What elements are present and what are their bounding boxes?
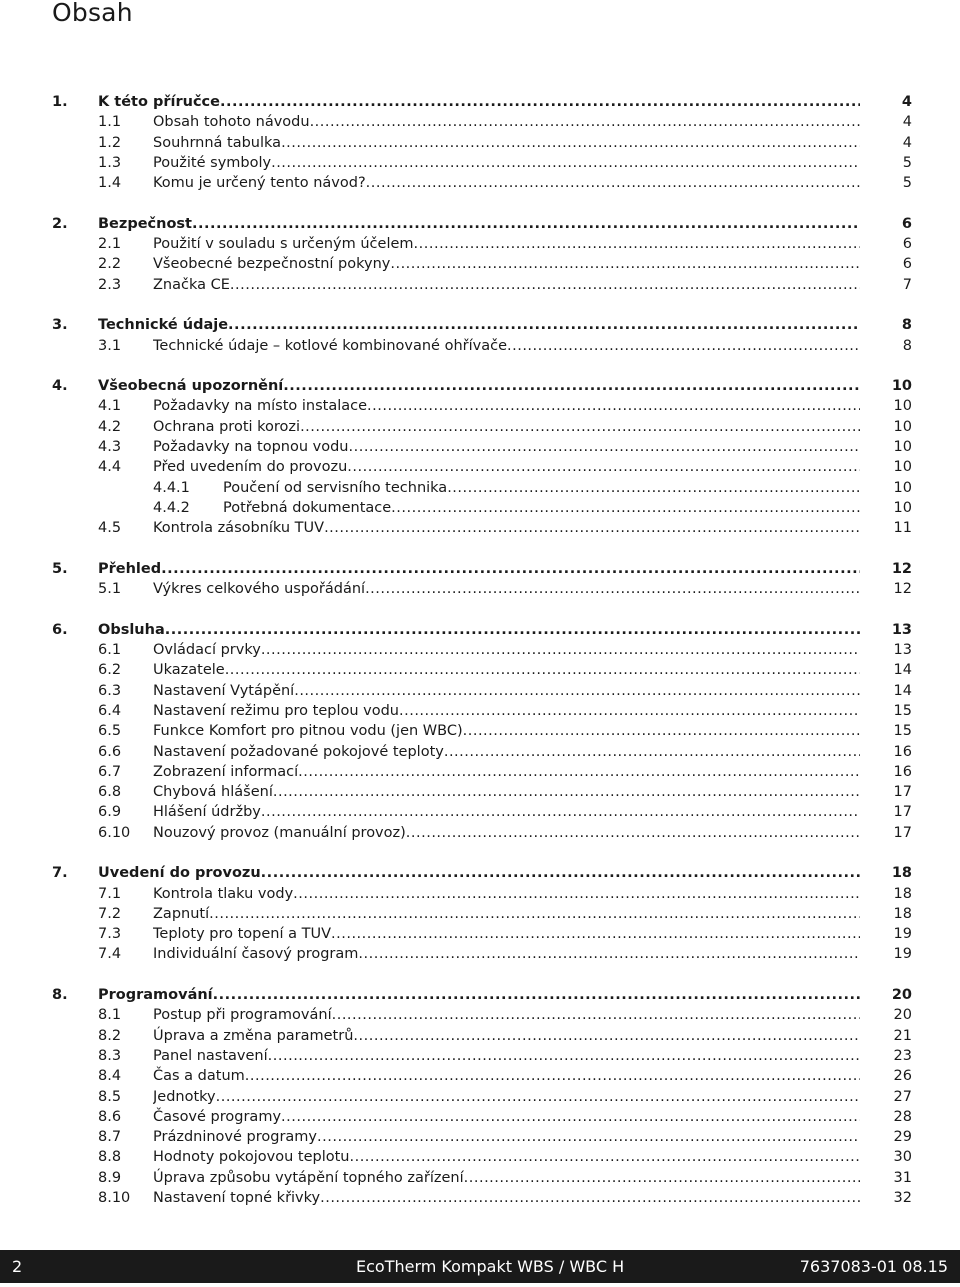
toc-entry <box>52 417 912 437</box>
toc-entry-title: Úprava způsobu vytápění topného zařízení <box>153 1169 464 1186</box>
toc-entry <box>52 478 912 498</box>
toc-entry <box>52 640 912 660</box>
toc-entry-page: 12 <box>891 560 912 577</box>
toc-entry-title: Nastavení topné křivky <box>153 1190 321 1207</box>
toc-entry <box>52 1087 912 1107</box>
toc-entry-title: Ovládací prvky <box>153 642 261 659</box>
toc-entry <box>52 904 912 924</box>
toc-entry-page: 21 <box>893 1027 912 1044</box>
toc-entry <box>52 173 912 193</box>
toc-entry <box>52 924 912 944</box>
toc-entry <box>52 1147 912 1167</box>
toc-entry-number: 8.5 <box>98 1088 122 1105</box>
toc-entry-title: Nastavení režimu pro teplou vodu <box>153 702 399 719</box>
toc-entry-number: 8.6 <box>98 1108 122 1125</box>
toc-entry-number: 8.8 <box>98 1149 122 1166</box>
toc-section <box>52 620 912 843</box>
toc-entry-title: Individuální časový program <box>153 946 359 963</box>
toc-entry-page: 15 <box>893 723 912 740</box>
toc-entry-title: Technické údaje – kotlové kombinované ohřívače <box>153 337 507 354</box>
toc-entry-page: 10 <box>893 479 912 496</box>
toc-entry-title: Požadavky na místo instalace <box>153 398 368 415</box>
toc-entry-title: Technické údaje <box>98 317 229 334</box>
toc-entry <box>52 762 912 782</box>
toc-entry-leader <box>153 1147 860 1167</box>
toc-entry-page: 18 <box>891 865 912 882</box>
toc-entry-page: 6 <box>902 256 912 273</box>
footer-document-code: 7637083-01 08.15 <box>799 1257 948 1276</box>
toc-entry-page: 13 <box>893 642 912 659</box>
toc-entry-number: 2.3 <box>98 276 122 293</box>
toc-entry-leader <box>153 1026 860 1046</box>
toc-entry-number: 1.2 <box>98 134 122 151</box>
toc-entry-leader <box>223 498 860 518</box>
toc-entry-leader <box>98 315 860 335</box>
toc-entry-page: 10 <box>893 499 912 516</box>
toc-entry-title: Ukazatele <box>153 662 225 679</box>
toc-entry-page: 23 <box>893 1047 912 1064</box>
toc-entry-leader <box>153 275 860 295</box>
toc-entry-title: Funkce Komfort pro pitnou vodu (jen WBC) <box>153 723 463 740</box>
toc-entry-title: Jednotky <box>153 1088 216 1105</box>
toc-entry-page: 4 <box>902 114 912 131</box>
toc-entry-number: 8.4 <box>98 1068 122 1085</box>
toc-entry-number: 4.1 <box>98 398 122 415</box>
toc-entry-leader <box>153 173 860 193</box>
toc-entry-page: 6 <box>901 215 912 232</box>
toc-entry-page: 10 <box>893 439 912 456</box>
toc-entry-title: Přehled <box>98 560 162 577</box>
toc-entry-title: K této příručce <box>98 94 220 110</box>
toc-entry-title: Poučení od servisního technika <box>223 479 448 496</box>
toc-entry-title: Všeobecné bezpečnostní pokyny <box>153 256 391 273</box>
toc-entry-number: 1.4 <box>98 175 122 192</box>
toc-entry-leader <box>153 721 860 741</box>
toc-entry <box>52 1127 912 1147</box>
toc-entry <box>52 985 912 1005</box>
toc-entry-leader <box>98 92 860 112</box>
toc-entry-number: 4.4.1 <box>153 479 190 496</box>
toc-entry-number: 3.1 <box>98 337 122 354</box>
toc-entry <box>52 823 912 843</box>
toc-entry-leader <box>153 396 860 416</box>
toc-entry-title: Uvedení do provozu <box>98 865 261 882</box>
toc-entry-leader <box>153 884 860 904</box>
toc-entry <box>52 275 912 295</box>
toc-entry-number: 5. <box>52 560 68 577</box>
toc-entry-title: Souhrnná tabulka <box>153 134 282 151</box>
page-footer <box>0 1250 960 1283</box>
toc-entry-leader <box>153 1046 860 1066</box>
toc-entry-number: 4.5 <box>98 520 122 537</box>
toc-entry-leader <box>153 1188 860 1208</box>
toc-entry <box>52 396 912 416</box>
toc-entry-leader <box>153 701 860 721</box>
toc-entry-page: 17 <box>893 824 912 841</box>
toc-entry <box>52 336 912 356</box>
toc-entry-page: 29 <box>893 1129 912 1146</box>
toc-entry-page: 4 <box>901 94 912 110</box>
toc-entry-number: 4. <box>52 378 68 395</box>
toc-entry-page: 5 <box>902 175 912 192</box>
toc-entry <box>52 234 912 254</box>
toc-entry-leader <box>153 417 860 437</box>
toc-entry-title: Nastavení Vytápění <box>153 682 295 699</box>
toc-entry-number: 7.1 <box>98 885 122 902</box>
toc-entry <box>52 802 912 822</box>
toc-entry-page: 13 <box>891 621 912 638</box>
toc-entry-title: Bezpečnost <box>98 215 192 232</box>
toc-entry <box>52 721 912 741</box>
toc-entry-title: Kontrola tlaku vody <box>153 885 294 902</box>
toc-entry-leader <box>153 133 860 153</box>
toc-section <box>52 376 912 538</box>
toc-entry-page: 10 <box>893 418 912 435</box>
toc-entry-page: 18 <box>893 905 912 922</box>
toc-entry-page: 8 <box>902 337 912 354</box>
toc-entry <box>52 559 912 579</box>
toc-entry <box>52 498 912 518</box>
toc-entry-title: Komu je určený tento návod? <box>153 175 366 192</box>
toc-entry-leader <box>153 153 860 173</box>
toc-entry-number: 6.10 <box>98 824 131 841</box>
toc-entry-number: 6.9 <box>98 804 122 821</box>
toc-section <box>52 985 912 1208</box>
toc-entry-leader <box>153 1087 860 1107</box>
toc-entry-title: Ochrana proti korozi <box>153 418 301 435</box>
toc-entry <box>52 1066 912 1086</box>
toc-entry-title: Potřebná dokumentace <box>223 499 392 516</box>
toc-entry <box>52 701 912 721</box>
toc-entry <box>52 315 912 335</box>
toc-entry-page: 19 <box>893 926 912 943</box>
toc-entry-title: Značka CE <box>153 276 230 293</box>
toc-entry-title: Před uvedením do provozu <box>153 459 348 476</box>
toc-entry-title: Požadavky na topnou vodu <box>153 439 349 456</box>
toc-entry-title: Chybová hlášení <box>153 784 273 801</box>
toc-entry-page: 6 <box>902 236 912 253</box>
toc-entry-leader <box>98 376 860 396</box>
toc-entry-leader <box>153 518 860 538</box>
toc-entry-page: 19 <box>893 946 912 963</box>
toc-entry-number: 7.2 <box>98 905 122 922</box>
toc-entry-page: 32 <box>893 1190 912 1207</box>
toc-entry <box>52 742 912 762</box>
toc-section <box>52 315 912 356</box>
toc-entry-page: 12 <box>893 581 912 598</box>
toc-entry-title: Všeobecná upozornění <box>98 378 284 395</box>
toc-entry-number: 4.2 <box>98 418 122 435</box>
toc-entry-number: 6.4 <box>98 702 122 719</box>
toc-entry <box>52 782 912 802</box>
toc-entry-leader <box>153 782 860 802</box>
toc-entry-leader <box>153 1066 860 1086</box>
toc-entry-number: 2. <box>52 215 68 232</box>
toc-entry-leader <box>153 823 860 843</box>
toc-entry-number: 7. <box>52 865 68 882</box>
table-of-contents <box>52 92 912 1229</box>
toc-entry <box>52 1188 912 1208</box>
toc-entry-page: 27 <box>893 1088 912 1105</box>
toc-entry <box>52 133 912 153</box>
toc-entry-page: 8 <box>901 317 912 334</box>
toc-entry-page: 4 <box>902 134 912 151</box>
toc-section <box>52 559 912 600</box>
toc-entry <box>52 376 912 396</box>
toc-entry-page: 14 <box>893 662 912 679</box>
toc-entry-number: 6.5 <box>98 723 122 740</box>
toc-entry-leader <box>223 478 860 498</box>
toc-entry <box>52 112 912 132</box>
toc-entry-leader <box>98 559 860 579</box>
toc-entry-leader <box>153 336 860 356</box>
toc-entry-page: 31 <box>893 1169 912 1186</box>
toc-entry-title: Časové programy <box>153 1108 282 1125</box>
toc-entry-number: 8. <box>52 987 68 1004</box>
footer-page-number: 2 <box>12 1257 23 1276</box>
toc-entry-number: 4.4.2 <box>153 499 190 516</box>
toc-entry-leader <box>153 742 860 762</box>
toc-entry-leader <box>98 214 860 234</box>
toc-entry-number: 6.8 <box>98 784 122 801</box>
footer-product-name: EcoTherm Kompakt WBS / WBC H <box>356 1257 625 1276</box>
toc-entry-title: Obsah tohoto návodu <box>153 114 310 131</box>
toc-entry-title: Zobrazení informací <box>153 763 299 780</box>
toc-entry-number: 6.3 <box>98 682 122 699</box>
toc-entry <box>52 660 912 680</box>
toc-entry-title: Hodnoty pokojovou teplotu <box>153 1149 350 1166</box>
toc-entry-leader <box>153 762 860 782</box>
toc-entry-title: Úprava a změna parametrů <box>153 1027 354 1044</box>
toc-entry-number: 7.3 <box>98 926 122 943</box>
toc-entry-title: Nastavení požadované pokojové teploty <box>153 743 444 760</box>
toc-entry-number: 8.10 <box>98 1190 131 1207</box>
toc-entry-number: 6.2 <box>98 662 122 679</box>
toc-entry-leader <box>153 1168 860 1188</box>
toc-entry-page: 10 <box>893 459 912 476</box>
toc-entry <box>52 254 912 274</box>
toc-entry-leader <box>153 640 860 660</box>
toc-entry-title: Výkres celkového uspořádání <box>153 581 366 598</box>
toc-entry-leader <box>153 1127 860 1147</box>
toc-entry <box>52 153 912 173</box>
toc-entry-number: 2.1 <box>98 236 122 253</box>
toc-entry-leader <box>153 681 860 701</box>
toc-entry-leader <box>98 985 860 1005</box>
toc-entry <box>52 863 912 883</box>
toc-entry <box>52 1168 912 1188</box>
toc-entry-title: Čas a datum <box>153 1068 245 1085</box>
toc-entry-leader <box>153 944 860 964</box>
toc-entry-page: 15 <box>893 702 912 719</box>
toc-entry-leader <box>153 457 860 477</box>
toc-entry-title: Použití v souladu s určeným účelem <box>153 236 414 253</box>
toc-entry <box>52 214 912 234</box>
toc-entry-leader <box>98 620 860 640</box>
toc-entry-number: 7.4 <box>98 946 122 963</box>
toc-entry-title: Obsluha <box>98 621 165 638</box>
toc-entry-title: Panel nastavení <box>153 1047 268 1064</box>
toc-entry-page: 10 <box>893 398 912 415</box>
toc-entry-number: 1. <box>52 94 68 110</box>
toc-entry-leader <box>153 579 860 599</box>
toc-entry-page: 11 <box>893 520 912 537</box>
toc-entry <box>52 457 912 477</box>
toc-entry-page: 17 <box>893 804 912 821</box>
toc-entry-page: 18 <box>893 885 912 902</box>
toc-entry <box>52 92 912 112</box>
toc-entry-number: 2.2 <box>98 256 122 273</box>
toc-section <box>52 863 912 964</box>
toc-entry-page: 20 <box>891 987 912 1004</box>
toc-entry-number: 8.9 <box>98 1169 122 1186</box>
toc-entry-leader <box>153 802 860 822</box>
toc-entry-number: 8.3 <box>98 1047 122 1064</box>
toc-section <box>52 92 912 193</box>
toc-entry <box>52 620 912 640</box>
toc-entry-title: Postup při programování <box>153 1007 332 1024</box>
page-title: Obsah <box>52 0 133 27</box>
toc-entry-number: 8.1 <box>98 1007 122 1024</box>
toc-entry <box>52 579 912 599</box>
toc-entry-leader <box>153 437 860 457</box>
toc-entry <box>52 944 912 964</box>
toc-entry <box>52 1107 912 1127</box>
toc-entry-leader <box>153 234 860 254</box>
toc-entry-page: 17 <box>893 784 912 801</box>
toc-entry-number: 4.4 <box>98 459 122 476</box>
toc-entry-number: 6.7 <box>98 763 122 780</box>
toc-entry-page: 5 <box>902 154 912 171</box>
toc-entry-number: 1.3 <box>98 154 122 171</box>
toc-entry-leader <box>153 1107 860 1127</box>
toc-entry <box>52 1005 912 1025</box>
toc-entry-title: Teploty pro topení a TUV <box>153 926 332 943</box>
toc-entry-leader <box>153 924 860 944</box>
toc-entry <box>52 1046 912 1066</box>
toc-entry-number: 6.1 <box>98 642 122 659</box>
toc-entry-title: Prázdninové programy <box>153 1129 318 1146</box>
toc-entry-leader <box>98 863 860 883</box>
toc-entry-leader <box>153 254 860 274</box>
toc-entry-page: 28 <box>893 1108 912 1125</box>
toc-entry-leader <box>153 112 860 132</box>
toc-entry-page: 16 <box>893 763 912 780</box>
toc-entry-page: 10 <box>891 378 912 395</box>
toc-entry-title: Zapnutí <box>153 905 210 922</box>
toc-entry-title: Použité symboly <box>153 154 272 171</box>
toc-entry-leader <box>153 904 860 924</box>
toc-entry-page: 20 <box>893 1007 912 1024</box>
toc-section <box>52 214 912 295</box>
toc-entry-page: 14 <box>893 682 912 699</box>
toc-entry <box>52 1026 912 1046</box>
toc-entry <box>52 437 912 457</box>
toc-entry-leader <box>153 1005 860 1025</box>
toc-entry <box>52 884 912 904</box>
toc-entry-page: 30 <box>893 1149 912 1166</box>
toc-entry-number: 6. <box>52 621 68 638</box>
toc-entry-number: 4.3 <box>98 439 122 456</box>
toc-entry-title: Kontrola zásobníku TUV <box>153 520 325 537</box>
toc-entry-title: Programování <box>98 987 213 1004</box>
toc-entry-number: 8.2 <box>98 1027 122 1044</box>
toc-entry <box>52 518 912 538</box>
toc-entry <box>52 681 912 701</box>
toc-entry-number: 5.1 <box>98 581 122 598</box>
toc-entry-number: 1.1 <box>98 114 122 131</box>
toc-entry-number: 6.6 <box>98 743 122 760</box>
toc-entry-page: 26 <box>893 1068 912 1085</box>
toc-entry-title: Hlášení údržby <box>153 804 261 821</box>
toc-entry-number: 8.7 <box>98 1129 122 1146</box>
toc-entry-page: 16 <box>893 743 912 760</box>
toc-entry-title: Nouzový provoz (manuální provoz) <box>153 824 406 841</box>
toc-entry-page: 7 <box>902 276 912 293</box>
toc-entry-number: 3. <box>52 317 68 334</box>
toc-entry-leader <box>153 660 860 680</box>
